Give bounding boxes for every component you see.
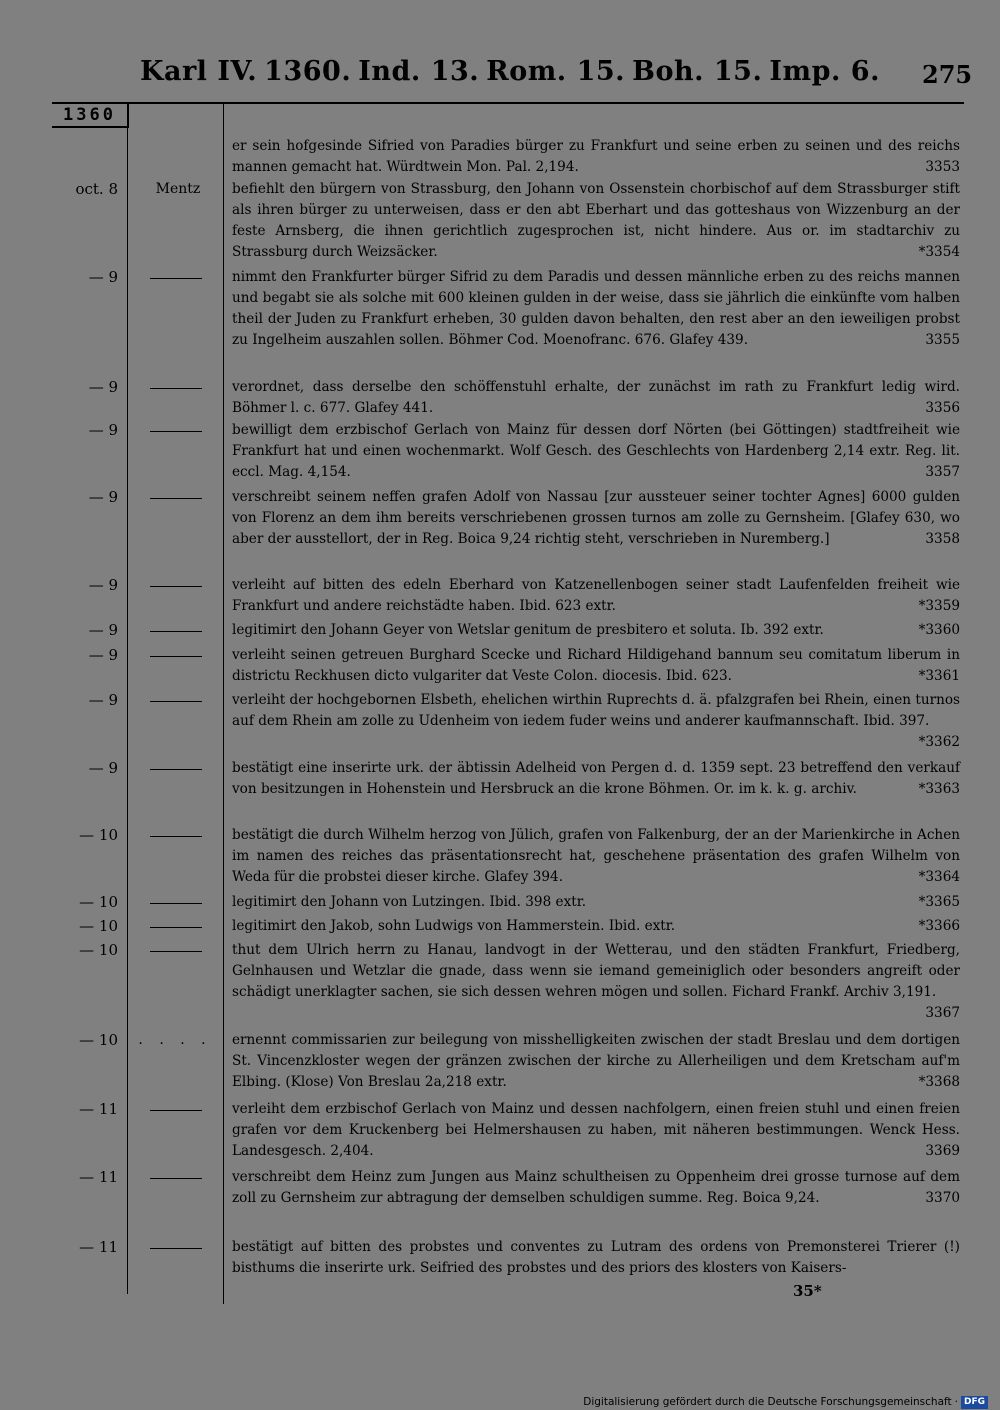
digitization-credit: Digitalisierung gefördert durch die Deutsche Forschungsgemeinschaft · DFG bbox=[583, 1394, 988, 1410]
entry-text-block bbox=[232, 916, 960, 937]
ditto-dash bbox=[150, 701, 202, 702]
entry-date: — 9 bbox=[88, 646, 118, 664]
title-imperial-year: Imp. 6. bbox=[769, 56, 880, 87]
entry-place-unknown: . . . . bbox=[138, 1032, 212, 1048]
entry-text: bestätigt eine inserirte urk. der äbtissin Adelheid von Pergen d. d. 1359 sept. 23 betreffend den verkauf von besitzungen in Hohenstein und Hersbruck an die krone Böhmen. Or. im k. k. g. archiv. bbox=[232, 760, 960, 797]
ditto-dash bbox=[150, 1248, 202, 1249]
register-number: 3356 bbox=[925, 400, 960, 416]
title-bohemian-year: Boh. 15. bbox=[632, 56, 763, 87]
entry-text: thut dem Ulrich herrn zu Hanau, landvogt in der Wetterau, und den städten Frankfurt, Friedberg, Gelnhausen und Wetzlar die gnade, dass wenn sie iemand gemeiniglich oder besonders angreift oder schädigt unerklagter sachen, sie sich dessen wehren mögen und sollen. Fichard Frankf. Archiv 3,191. bbox=[232, 942, 960, 1000]
entry-text: er sein hofgesinde Sifried von Paradies bürger zu Frankfurt und seine erben zu seinen und des reichs mannen gemacht hat. Würdtwein Mon. Pal. 2,194. bbox=[232, 138, 960, 175]
header-rule bbox=[52, 102, 964, 104]
entry-date: — 9 bbox=[88, 691, 118, 709]
entry-date: — 9 bbox=[88, 621, 118, 639]
entry-text: legitimirt den Johann von Lutzingen. Ibid. 398 extr. bbox=[232, 894, 587, 910]
ditto-dash bbox=[150, 431, 202, 432]
register-number: *3362 bbox=[918, 734, 960, 750]
entry-text-block bbox=[232, 825, 960, 888]
register-number: 3357 bbox=[925, 464, 960, 480]
entry-date: — 9 bbox=[88, 421, 118, 439]
entry-date: oct. 8 bbox=[75, 180, 118, 198]
entry-date: — 11 bbox=[79, 1100, 118, 1118]
register-number: *3361 bbox=[918, 668, 960, 684]
ditto-dash bbox=[150, 1110, 202, 1111]
entry-text-block bbox=[232, 892, 960, 913]
register-number: *3366 bbox=[918, 918, 960, 934]
entry-date: — 9 bbox=[88, 488, 118, 506]
entry-text: verschreibt dem Heinz zum Jungen aus Mainz schultheisen zu Oppenheim drei grosse turnose auf dem zoll zu Gernsheim zur abtragung der demselben schuldigen summe. Reg. Boica 9,24. bbox=[232, 1169, 960, 1206]
entry-text: verleiht seinen getreuen Burghard Scecke und Richard Hildigehand bannum seu comitatum liberum in districtu Reckhusen dicto vulgariter dat Veste Colon. diocesis. Ibid. 623. bbox=[232, 647, 960, 684]
entry-date: — 9 bbox=[88, 576, 118, 594]
ditto-dash bbox=[150, 586, 202, 587]
entry-text: verleiht der hochgebornen Elsbeth, ehelichen wirthin Ruprechts d. ä. pfalzgrafen bei Rhein, einen turnos auf dem Rhein am zolle zu Udenheim von iedem fuder weins und anderer kaufmannschaft. Ibid. 397. bbox=[232, 692, 960, 729]
entry-text-block bbox=[232, 758, 960, 800]
register-number: 3369 bbox=[925, 1143, 960, 1159]
entry-text: verleiht auf bitten des edeln Eberhard von Katzenellenbogen seiner stadt Laufenfelden freiheit wie Frankfurt und andere reichstädte haben. Ibid. 623 extr. bbox=[232, 577, 960, 614]
entry-date: — 9 bbox=[88, 378, 118, 396]
entry-text-block bbox=[232, 1030, 960, 1093]
entry-text: verleiht dem erzbischof Gerlach von Mainz und dessen nachfolgern, einen freien stuhl und einen freien grafen vor dem Kruckenberg bei Helmershausen zu haben, mit näheren bestimmungen. Wenck Hess. Landesgesch. 2,404. bbox=[232, 1101, 960, 1159]
column-divider-place bbox=[223, 104, 224, 1304]
entry-text-block bbox=[232, 267, 960, 351]
entry-text-block bbox=[232, 1167, 960, 1209]
entry-text-block bbox=[232, 136, 960, 178]
entry-date: — 9 bbox=[88, 759, 118, 777]
ditto-dash bbox=[150, 388, 202, 389]
ditto-dash bbox=[150, 903, 202, 904]
entry-text-block bbox=[232, 1099, 960, 1162]
entry-text-block bbox=[232, 377, 960, 419]
entry-text: legitimirt den Jakob, sohn Ludwigs von Hammerstein. Ibid. extr. bbox=[232, 918, 676, 934]
entry-date: — 10 bbox=[79, 917, 118, 935]
entry-text: bewilligt dem erzbischof Gerlach von Mainz für dessen dorf Nörten (bei Göttingen) stadtfreiheit wie Frankfurt hat und einen wochenmarkt. Wolf Gesch. des Geschlechts von Hardenberg 2,14 extr. Reg. lit. eccl. Mag. 4,154. bbox=[232, 422, 960, 480]
credit-text: Digitalisierung gefördert durch die Deutsche Forschungsgemeinschaft bbox=[583, 1396, 952, 1408]
page-header bbox=[0, 52, 1000, 102]
entry-date: — 10 bbox=[79, 941, 118, 959]
entry-date: — 10 bbox=[79, 1031, 118, 1049]
signature-mark: 35* bbox=[793, 1282, 822, 1300]
ditto-dash bbox=[150, 836, 202, 837]
entry-text-block bbox=[232, 420, 960, 483]
ditto-dash bbox=[150, 656, 202, 657]
entry-date: — 9 bbox=[88, 268, 118, 286]
year-label: 1360 bbox=[52, 104, 129, 128]
register-number: 3355 bbox=[925, 332, 960, 348]
entry-text: befiehlt den bürgern von Strassburg, den Johann von Ossenstein chorbischof auf dem Strassburger stift als ihren bürger zu unterweisen, dass er den abt Eberhart und das gotteshaus von Wizzenburg an der feste Arnsberg, die ihnen gerichtlich zugesprochen ist, nicht hindere. Aus or. im stadtarchiv zu Strassburg durch Weizsäcker. bbox=[232, 181, 960, 260]
register-number: *3368 bbox=[918, 1074, 960, 1090]
ditto-dash bbox=[150, 927, 202, 928]
entry-text: verordnet, dass derselbe den schöffenstuhl erhalte, der zunächst im rath zu Frankfurt ledig wird. Böhmer l. c. 677. Glafey 441. bbox=[232, 379, 960, 416]
register-number: 3353 bbox=[925, 159, 960, 175]
entry-date: — 10 bbox=[79, 826, 118, 844]
entry-text: bestätigt auf bitten des probstes und conventes zu Lutram des ordens von Premonsterei Trierer (!) bisthums die inserirte urk. Seifried des probstes und des priors des klosters von Kaisers- bbox=[232, 1239, 960, 1276]
entry-text: ernennt commissarien zur beilegung von misshelligkeiten zwischen der stadt Breslau und dem dortigen St. Vincenzkloster wegen der gränzen zwischen der kirche zu Allerheiligen und dem Kretscham auf'm Elbing. (Klose) Von Breslau 2a,218 extr. bbox=[232, 1032, 960, 1090]
title-year: 1360. bbox=[264, 56, 352, 87]
title-roman-year: Rom. 15. bbox=[486, 56, 626, 87]
register-number: 3358 bbox=[925, 531, 960, 547]
entry-date: — 11 bbox=[79, 1168, 118, 1186]
page-number: 275 bbox=[922, 60, 973, 89]
title-indiction: Ind. 13. bbox=[358, 56, 480, 87]
entry-text-block bbox=[232, 179, 960, 263]
entry-place: Mentz bbox=[155, 181, 201, 197]
entry-text: legitimirt den Johann Geyer von Wetslar genitum de presbitero et soluta. Ib. 392 extr. bbox=[232, 622, 824, 638]
register-number: 3370 bbox=[925, 1190, 960, 1206]
entry-date: — 10 bbox=[79, 893, 118, 911]
title-ruler: Karl IV. bbox=[140, 56, 258, 87]
column-divider-date bbox=[127, 104, 128, 1294]
entry-text-block bbox=[232, 1237, 960, 1279]
ditto-dash bbox=[150, 769, 202, 770]
register-number: *3354 bbox=[918, 244, 960, 260]
entry-text: bestätigt die durch Wilhelm herzog von Jülich, grafen von Falkenburg, der an der Marienkirche in Achen im namen des reiches das präsentationsrecht hat, geschehene präsentation des grafen Wilhelm von Weda für die probstei dieser kirche. Glafey 394. bbox=[232, 827, 960, 885]
ditto-dash bbox=[150, 1178, 202, 1179]
register-number: *3364 bbox=[918, 869, 960, 885]
running-title bbox=[140, 56, 880, 87]
ditto-dash bbox=[150, 631, 202, 632]
ditto-dash bbox=[150, 951, 202, 952]
entry-text-block bbox=[232, 487, 960, 550]
register-number: *3359 bbox=[918, 598, 960, 614]
entry-text-block bbox=[232, 940, 960, 1024]
ditto-dash bbox=[150, 278, 202, 279]
entry-text: nimmt den Frankfurter bürger Sifrid zu dem Paradis und dessen männliche erben zu des reichs mannen und begabt sie als solche mit 600 kleinen gulden in der weise, dass sie jährlich die einkünfte vom halben theil der Juden zu Frankfurt erheben, 30 gulden davon behalten, den rest aber an den ieweiligen probst zu Ingelheim auszahlen sollen. Böhmer Cod. Moenofranc. 676. Glafey 439. bbox=[232, 269, 960, 348]
register-number: *3363 bbox=[918, 781, 960, 797]
entry-text-block bbox=[232, 620, 960, 641]
dfg-logo: DFG bbox=[961, 1396, 988, 1409]
entry-text-block bbox=[232, 645, 960, 687]
register-number: *3360 bbox=[918, 622, 960, 638]
register-number: 3367 bbox=[925, 1005, 960, 1021]
entry-text-block bbox=[232, 575, 960, 617]
entry-text-block bbox=[232, 690, 960, 753]
entry-text: verschreibt seinem neffen grafen Adolf von Nassau [zur aussteuer seiner tochter Agnes] 6000 gulden von Florenz an dem ihm bereits verschriebenen grossen turnos am zolle zu Gernsheim. [Glafey 630, wo aber der ausstellort, der in Reg. Boica 9,24 richtig steht, verschrieben in Nuremberg.] bbox=[232, 489, 960, 547]
ditto-dash bbox=[150, 498, 202, 499]
register-number: *3365 bbox=[918, 894, 960, 910]
entry-date: — 11 bbox=[79, 1238, 118, 1256]
